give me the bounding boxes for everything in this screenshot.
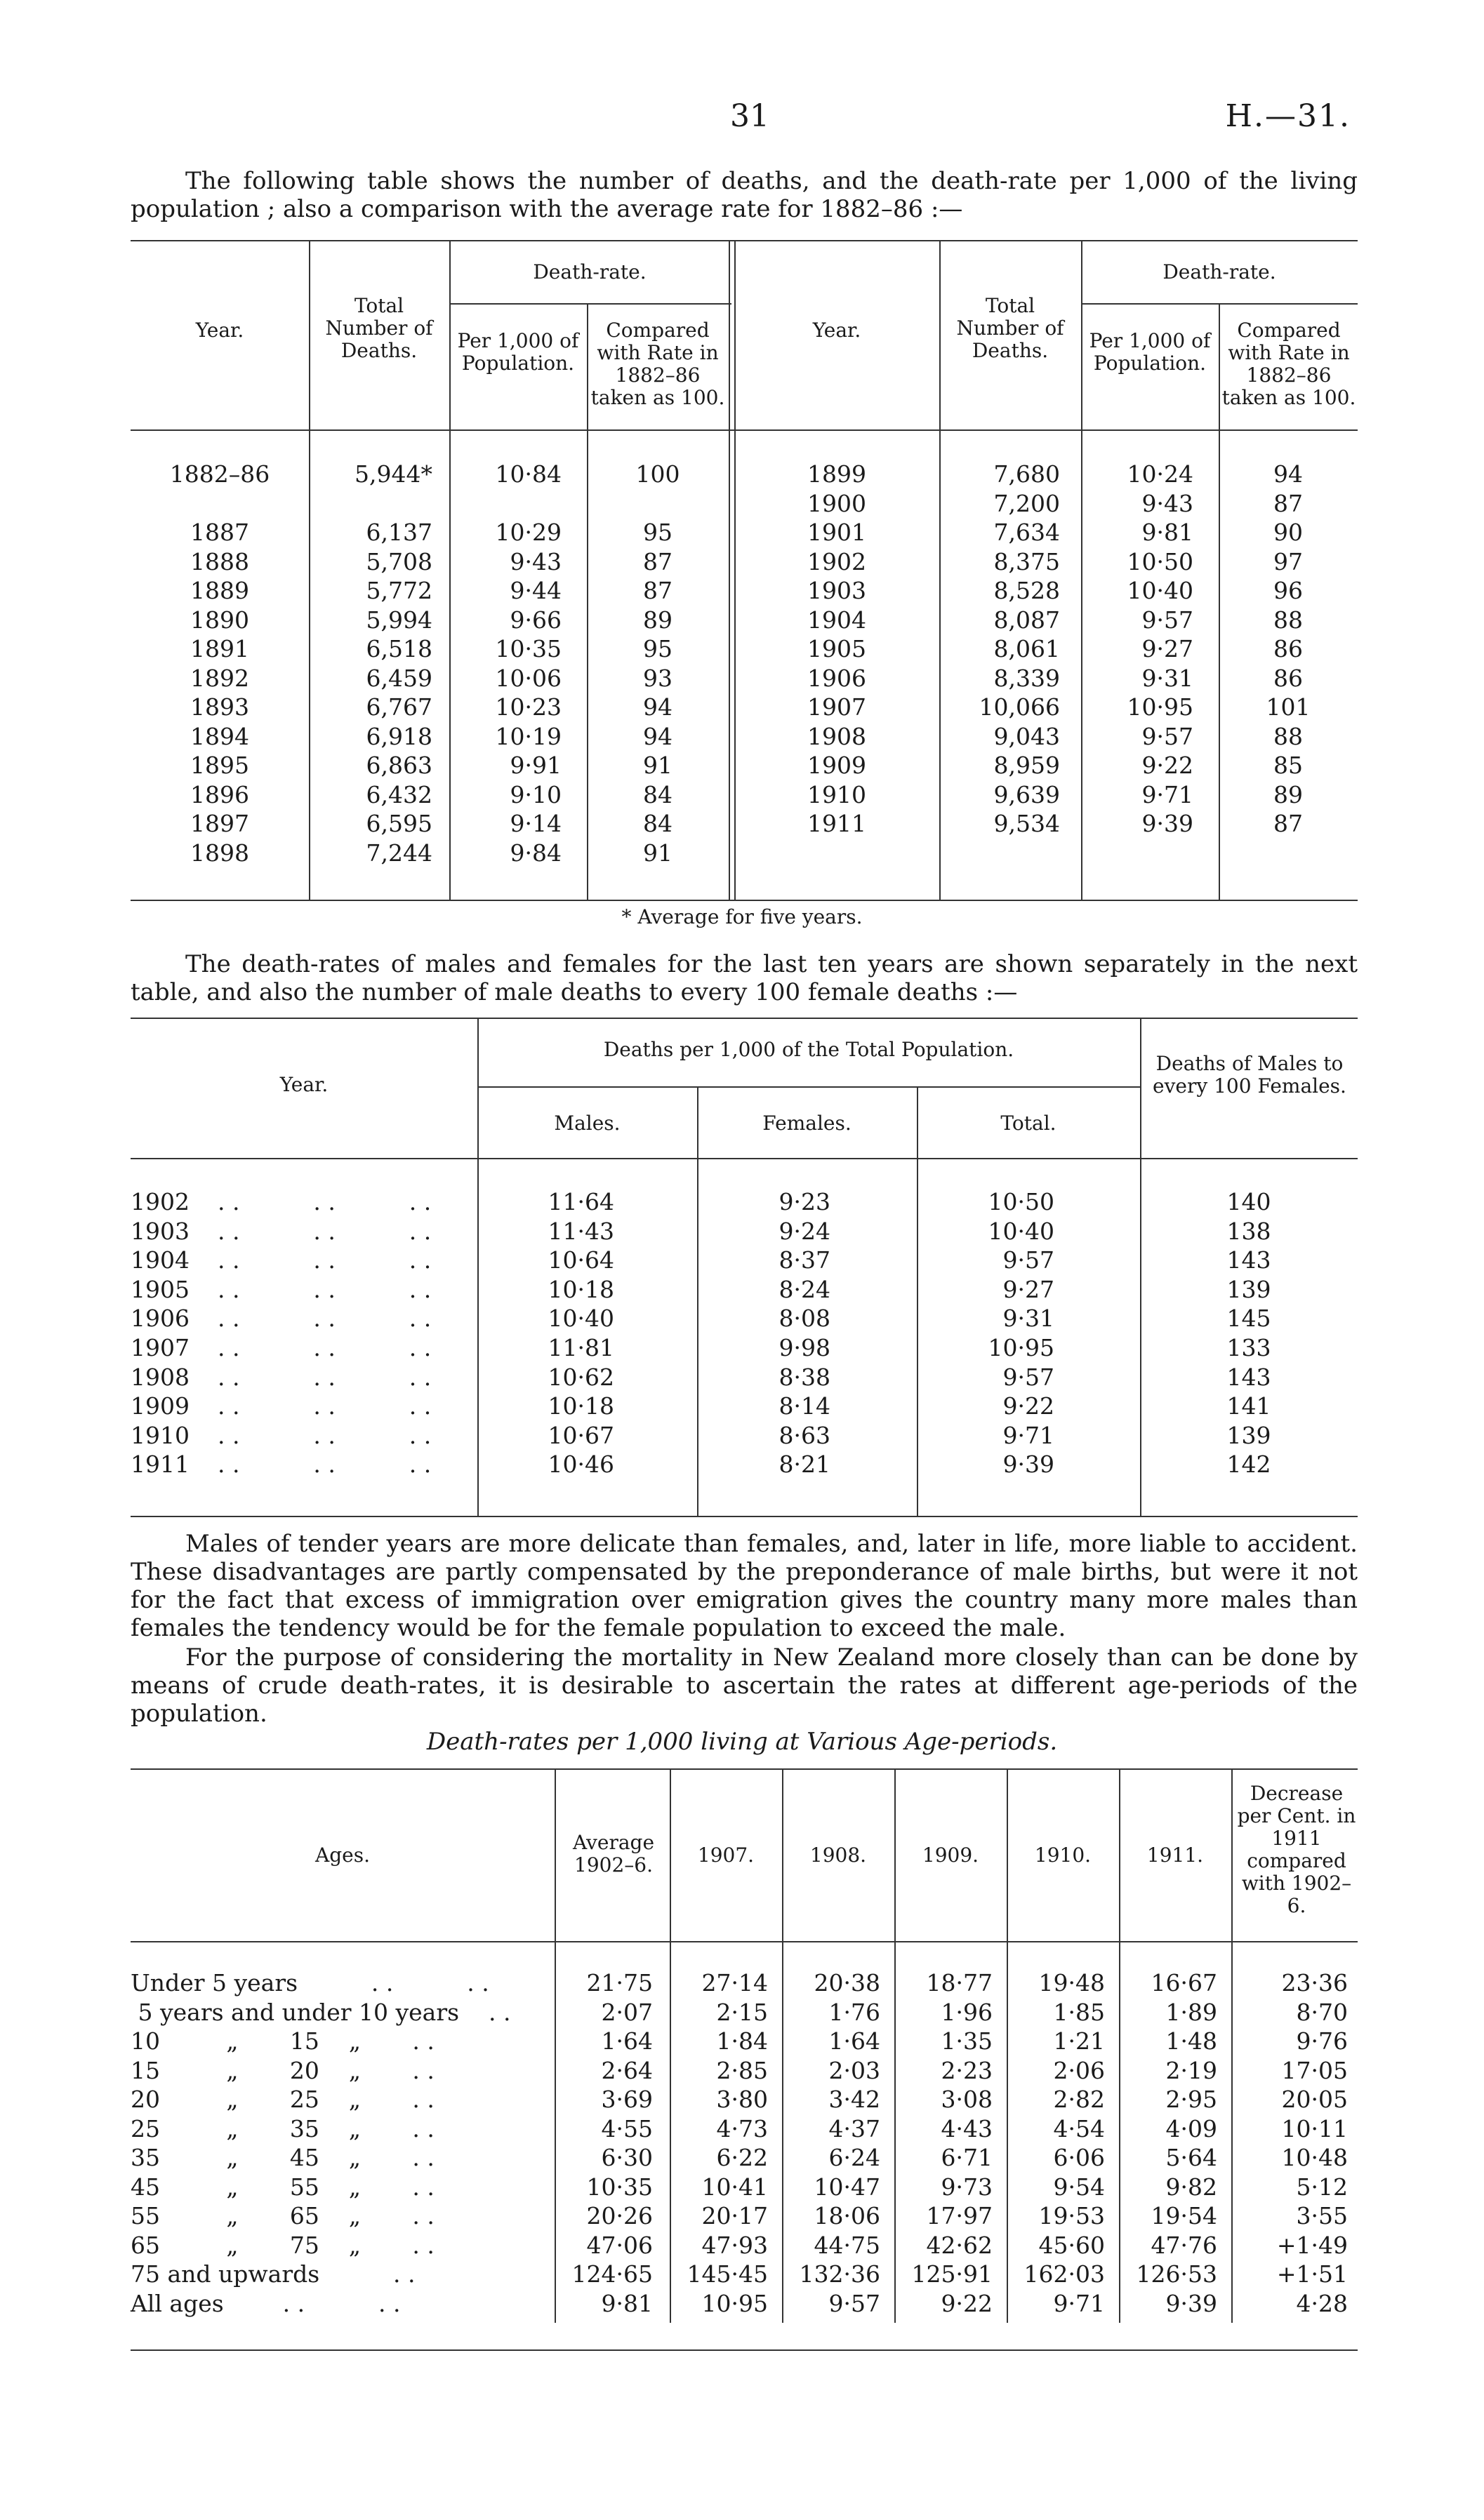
t2-leader: . . . . . .: [218, 1188, 432, 1215]
t1-right-year: 1901: [807, 519, 866, 546]
t3-header-1911: 1911.: [1146, 1844, 1204, 1867]
t1-left-deaths: 6,459: [366, 664, 432, 692]
t2-ratio: 139: [1226, 1275, 1271, 1303]
t1-left-year: 1891: [190, 635, 249, 662]
t1-right-rate: 10·40: [1127, 577, 1193, 604]
t2-males: 10·18: [548, 1392, 614, 1420]
t1-right-year: 1909: [807, 752, 866, 779]
t2-females: 8·21: [779, 1451, 830, 1479]
t1-left-year: 1898: [190, 839, 249, 867]
t3-decrease: 23·36: [1281, 1969, 1348, 1996]
t2-total: 10·95: [988, 1334, 1054, 1361]
paragraph-3: Males of tender years are more delicate than females, and, later in life, more liable to accident. These disadvantages are partly compensated by the preponderance of male births, but were it not for the fact that excess of immigration over emigration gives the country many more males than females the tendency would be for the female population to exceed the male.: [131, 1530, 1358, 1642]
t3-1908: 1·76: [828, 1998, 880, 2026]
t2-leader: . . . . . .: [218, 1363, 432, 1391]
t2-ratio: 141: [1226, 1392, 1271, 1420]
t2-males: 11·43: [548, 1217, 614, 1245]
t2-males: 10·67: [548, 1421, 614, 1449]
t3-1910: 2·06: [1053, 2056, 1105, 2084]
t1-left-rate: 9·91: [510, 752, 562, 779]
t1-right-rate: 10·50: [1127, 547, 1193, 575]
t1-left-deaths: 5,772: [366, 577, 432, 604]
t3-age: 10 „ 15 „ . .: [131, 2027, 435, 2055]
t2-leader: . . . . . .: [218, 1275, 432, 1303]
t1-right-compared: 88: [1273, 722, 1303, 750]
t3-caption: Death-rates per 1,000 living at Various Age-periods.: [426, 1728, 1058, 1756]
t3-decrease: 10·48: [1281, 2144, 1348, 2171]
t2-ratio: 143: [1226, 1246, 1271, 1274]
t2-ratio: 140: [1226, 1188, 1271, 1215]
t1-left-rate: 9·66: [510, 606, 562, 634]
t1-left-year: 1882–86: [169, 460, 270, 488]
t2-females: 8·08: [779, 1305, 830, 1333]
t2-ratio: 133: [1226, 1334, 1271, 1361]
t3-1911: 9·82: [1165, 2173, 1217, 2201]
t2-year: 1911: [131, 1451, 190, 1479]
t1-left-compared: 84: [643, 810, 673, 837]
t2-leader: . . . . . .: [218, 1451, 432, 1479]
t1-left-rate: 9·10: [510, 780, 562, 808]
t1-left-compared: 87: [643, 577, 673, 604]
t3-avg: 47·06: [586, 2231, 653, 2259]
t2-males: 11·81: [548, 1334, 614, 1361]
t3-avg: 3·69: [601, 2086, 653, 2113]
t1-left-deaths: 6,595: [366, 810, 432, 837]
t2-total: 10·50: [988, 1188, 1054, 1215]
t2-total: 9·31: [1002, 1305, 1054, 1333]
t1-right-year: 1899: [807, 460, 866, 488]
t3-age: 45 „ 55 „ . .: [131, 2173, 435, 2201]
t3-decrease: 17·05: [1281, 2056, 1348, 2084]
t1-right-year: 1900: [807, 489, 866, 517]
t3-age: 25 „ 35 „ . .: [131, 2114, 435, 2142]
t3-1910: 4·54: [1053, 2114, 1105, 2142]
t3-1911: 2·19: [1165, 2056, 1217, 2084]
t3-1911: 4·09: [1165, 2114, 1217, 2142]
t1-left-deaths: 6,767: [366, 693, 432, 721]
t1-left-rate: 9·43: [510, 547, 562, 575]
t2-year: 1903: [131, 1217, 190, 1245]
t1-right-deaths: 8,061: [993, 635, 1060, 662]
t1-right-compared: 86: [1273, 664, 1303, 692]
t1-right-year: 1911: [807, 810, 866, 837]
paragraph-4: For the purpose of considering the mortality in New Zealand more closely than can be done by means of crude death-rates, it is desirable to ascertain the rates at different age-periods of the population.: [131, 1644, 1358, 1728]
t3-1909: 125·91: [911, 2260, 993, 2288]
t3-header-1909: 1909.: [922, 1844, 979, 1867]
t1-right-rate: 9·43: [1141, 489, 1193, 517]
t3-decrease: 3·55: [1296, 2202, 1348, 2229]
t3-decrease: 20·05: [1281, 2086, 1348, 2113]
t3-age: Under 5 years . . . .: [131, 1969, 489, 1996]
t3-1909: 9·22: [941, 2289, 993, 2317]
t1-left-rate: 10·84: [495, 460, 562, 488]
t1-right-deaths: 8,375: [993, 547, 1060, 575]
t1-header-per1000: Per 1,000 of Population.: [457, 329, 579, 375]
t3-1909: 17·97: [926, 2202, 993, 2229]
t2-males: 10·40: [548, 1305, 614, 1333]
t3-avg: 21·75: [586, 1969, 653, 1996]
t1-right-compared: 86: [1273, 635, 1303, 662]
t3-1910: 9·71: [1053, 2289, 1105, 2317]
t2-leader: . . . . . .: [218, 1392, 432, 1420]
t3-avg: 1·64: [601, 2027, 653, 2055]
t1-header-per1000-right: Per 1,000 of Population.: [1089, 329, 1211, 375]
t1-header-compared: Compared with Rate in 1882–86 taken as 100.: [590, 319, 725, 409]
t2-females: 8·14: [779, 1392, 830, 1420]
t3-1907: 47·93: [701, 2231, 768, 2259]
t3-header-avg: Average 1902–6.: [572, 1831, 655, 1876]
t1-header-year-right: Year.: [812, 319, 861, 342]
t2-total: 9·39: [1002, 1451, 1054, 1479]
t3-1907: 27·14: [701, 1969, 768, 1996]
t1-left-year: 1890: [190, 606, 249, 634]
t1-left-rate: 9·14: [510, 810, 562, 837]
t1-left-compared: 89: [643, 606, 673, 634]
t2-leader: . . . . . .: [218, 1334, 432, 1361]
t3-1911: 1·48: [1165, 2027, 1217, 2055]
t1-left-deaths: 5,994: [366, 606, 432, 634]
t3-1909: 3·08: [941, 2086, 993, 2113]
t3-1909: 18·77: [926, 1969, 993, 1996]
t1-right-compared: 87: [1273, 489, 1303, 517]
t1-footnote: * Average for five years.: [621, 905, 863, 928]
t1-right-rate: 9·71: [1141, 780, 1193, 808]
t3-1910: 1·85: [1053, 1998, 1105, 2026]
t2-ratio: 139: [1226, 1421, 1271, 1449]
t2-year: 1909: [131, 1392, 190, 1420]
t1-left-deaths: 6,137: [366, 519, 432, 546]
t2-header-females: Females.: [762, 1112, 852, 1135]
t1-left-rate: 10·35: [495, 635, 562, 662]
t2-header-deaths-per-1000: Deaths per 1,000 of the Total Population.: [603, 1038, 1014, 1061]
t1-left-rate: 9·44: [510, 577, 562, 604]
t3-header-1910: 1910.: [1034, 1844, 1092, 1867]
t2-males: 10·18: [548, 1275, 614, 1303]
t3-avg: 124·65: [571, 2260, 653, 2288]
t1-header-compared-right: Compared with Rate in 1882–86 taken as 100.: [1221, 319, 1356, 409]
t3-1908: 44·75: [814, 2231, 880, 2259]
t1-left-year: 1894: [190, 722, 249, 750]
t3-1908: 10·47: [814, 2173, 880, 2201]
t2-females: 8·37: [779, 1246, 830, 1274]
t3-decrease: 4·28: [1296, 2289, 1348, 2317]
t1-right-year: 1906: [807, 664, 866, 692]
t1-right-compared: 87: [1273, 810, 1303, 837]
t3-avg: 2·64: [601, 2056, 653, 2084]
t3-age: 35 „ 45 „ . .: [131, 2144, 435, 2171]
t2-year: 1908: [131, 1363, 190, 1391]
t3-avg: 20·26: [586, 2202, 653, 2229]
t1-right-compared: 94: [1273, 460, 1303, 488]
t3-age: 15 „ 20 „ . .: [131, 2056, 435, 2084]
t3-decrease: +1·49: [1276, 2231, 1348, 2259]
t1-right-deaths: 9,043: [993, 722, 1060, 750]
t3-age: 75 and upwards . .: [131, 2260, 416, 2288]
t2-females: 9·24: [779, 1217, 830, 1245]
t3-avg: 9·81: [601, 2289, 653, 2317]
t3-1910: 9·54: [1053, 2173, 1105, 2201]
t1-left-compared: 91: [643, 752, 673, 779]
t3-avg: 4·55: [601, 2114, 653, 2142]
t2-females: 8·24: [779, 1275, 830, 1303]
t3-1908: 6·24: [828, 2144, 880, 2171]
t1-right-deaths: 8,528: [993, 577, 1060, 604]
t1-right-rate: 9·27: [1141, 635, 1193, 662]
t1-right-rate: 9·22: [1141, 752, 1193, 779]
t1-left-compared: 93: [643, 664, 673, 692]
t1-right-compared: 101: [1266, 693, 1311, 721]
t3-1907: 10·41: [701, 2173, 768, 2201]
t1-right-compared: 89: [1273, 780, 1303, 808]
t3-1911: 19·54: [1151, 2202, 1217, 2229]
t3-1910: 19·53: [1038, 2202, 1105, 2229]
t3-avg: 6·30: [601, 2144, 653, 2171]
t2-leader: . . . . . .: [218, 1217, 432, 1245]
t3-1908: 3·42: [828, 2086, 880, 2113]
t1-right-deaths: 9,639: [993, 780, 1060, 808]
t1-left-compared: 100: [635, 460, 680, 488]
t2-year: 1906: [131, 1305, 190, 1333]
t3-header-1908: 1908.: [809, 1844, 867, 1867]
t1-left-compared: 84: [643, 780, 673, 808]
t3-avg: 10·35: [586, 2173, 653, 2201]
t1-header-death-rate-right: Death-rate.: [1162, 260, 1276, 284]
t3-1909: 2·23: [941, 2056, 993, 2084]
t1-left-year: 1888: [190, 547, 249, 575]
t3-1908: 132·36: [799, 2260, 880, 2288]
t3-1910: 19·48: [1038, 1969, 1105, 1996]
t2-total: 9·71: [1002, 1421, 1054, 1449]
t1-left-deaths: 7,244: [366, 839, 432, 867]
t3-1907: 2·85: [716, 2056, 768, 2084]
intro-paragraph-2: The death-rates of males and females for the last ten years are shown separately in the next table, and also the number of male deaths to every 100 female deaths :—: [131, 950, 1358, 1006]
t1-right-rate: 10·24: [1127, 460, 1193, 488]
t3-1909: 9·73: [941, 2173, 993, 2201]
t1-left-rate: 10·23: [495, 693, 562, 721]
t3-age: 55 „ 65 „ . .: [131, 2202, 435, 2229]
t3-age: 5 years and under 10 years . .: [131, 1998, 511, 2026]
t2-leader: . . . . . .: [218, 1421, 432, 1449]
t2-leader: . . . . . .: [218, 1246, 432, 1274]
t1-left-rate: 10·19: [495, 722, 562, 750]
t3-1907: 1·84: [716, 2027, 768, 2055]
t2-males: 10·46: [548, 1451, 614, 1479]
t2-year: 1904: [131, 1246, 190, 1274]
t2-total: 9·57: [1002, 1363, 1054, 1391]
t2-females: 9·98: [779, 1334, 830, 1361]
t3-age: All ages . . . .: [131, 2289, 401, 2317]
t1-right-rate: 9·57: [1141, 722, 1193, 750]
t2-females: 8·63: [779, 1421, 830, 1449]
t1-right-deaths: 8,959: [993, 752, 1060, 779]
t1-left-deaths: 6,518: [366, 635, 432, 662]
t3-1911: 47·76: [1151, 2231, 1217, 2259]
t2-ratio: 142: [1226, 1451, 1271, 1479]
t3-1908: 18·06: [814, 2202, 880, 2229]
t1-right-deaths: 8,087: [993, 606, 1060, 634]
t2-total: 10·40: [988, 1217, 1054, 1245]
t1-right-rate: 9·39: [1141, 810, 1193, 837]
t2-females: 9·23: [779, 1188, 830, 1215]
t1-left-year: 1887: [190, 519, 249, 546]
t2-ratio: 138: [1226, 1217, 1271, 1245]
t1-left-compared: 91: [643, 839, 673, 867]
t1-left-deaths: 6,918: [366, 722, 432, 750]
t1-left-compared: 87: [643, 547, 673, 575]
t1-left-rate: 9·84: [510, 839, 562, 867]
t1-right-rate: 10·95: [1127, 693, 1193, 721]
t1-left-year: 1892: [190, 664, 249, 692]
t2-males: 11·64: [548, 1188, 614, 1215]
t1-right-year: 1902: [807, 547, 866, 575]
t1-left-compared: 95: [643, 519, 673, 546]
t2-ratio: 145: [1226, 1305, 1271, 1333]
t1-right-rate: 9·81: [1141, 519, 1193, 546]
t2-males: 10·64: [548, 1246, 614, 1274]
t1-left-deaths: 5,708: [366, 547, 432, 575]
t3-age: 65 „ 75 „ . .: [131, 2231, 435, 2259]
page-number: 31: [730, 98, 769, 134]
t1-right-compared: 85: [1273, 752, 1303, 779]
t3-avg: 2·07: [601, 1998, 653, 2026]
t2-ratio: 143: [1226, 1363, 1271, 1391]
t3-decrease: 10·11: [1281, 2114, 1348, 2142]
t1-left-compared: 95: [643, 635, 673, 662]
t3-1911: 1·89: [1165, 1998, 1217, 2026]
t1-left-year: 1896: [190, 780, 249, 808]
t3-1908: 4·37: [828, 2114, 880, 2142]
t3-1910: 45·60: [1038, 2231, 1105, 2259]
t2-year: 1902: [131, 1188, 190, 1215]
t3-1908: 1·64: [828, 2027, 880, 2055]
t1-right-year: 1905: [807, 635, 866, 662]
t1-left-compared: 94: [643, 693, 673, 721]
t1-left-rate: 10·06: [495, 664, 562, 692]
t1-left-year: 1895: [190, 752, 249, 779]
t3-1911: 126·53: [1136, 2260, 1217, 2288]
t1-left-year: 1889: [190, 577, 249, 604]
t1-right-deaths: 7,634: [993, 519, 1060, 546]
t3-1911: 5·64: [1165, 2144, 1217, 2171]
t3-1911: 2·95: [1165, 2086, 1217, 2113]
t1-right-year: 1903: [807, 577, 866, 604]
t3-header-ages: Ages.: [315, 1844, 370, 1867]
t2-year: 1910: [131, 1421, 190, 1449]
t1-header-year: Year.: [195, 319, 244, 342]
t1-left-deaths: 6,432: [366, 780, 432, 808]
t1-left-deaths: 6,863: [366, 752, 432, 779]
t2-total: 9·27: [1002, 1275, 1054, 1303]
t2-header-total: Total.: [1000, 1112, 1056, 1135]
t3-decrease: +1·51: [1276, 2260, 1348, 2288]
t2-year: 1905: [131, 1275, 190, 1303]
t3-header-1907: 1907.: [697, 1844, 755, 1867]
t1-left-year: 1893: [190, 693, 249, 721]
t1-right-compared: 96: [1273, 577, 1303, 604]
t2-header-ratio: Deaths of Males to every 100 Females.: [1153, 1052, 1346, 1098]
t2-total: 9·57: [1002, 1246, 1054, 1274]
t1-right-deaths: 8,339: [993, 664, 1060, 692]
t3-1909: 42·62: [926, 2231, 993, 2259]
t2-leader: . . . . . .: [218, 1305, 432, 1333]
t1-right-compared: 97: [1273, 547, 1303, 575]
t1-right-year: 1910: [807, 780, 866, 808]
t3-1910: 2·82: [1053, 2086, 1105, 2113]
t3-1908: 20·38: [814, 1969, 880, 1996]
t3-1907: 3·80: [716, 2086, 768, 2113]
t3-1910: 162·03: [1023, 2260, 1105, 2288]
t3-1911: 16·67: [1151, 1969, 1217, 1996]
t3-decrease: 5·12: [1296, 2173, 1348, 2201]
t1-left-compared: 94: [643, 722, 673, 750]
t1-right-compared: 90: [1273, 519, 1303, 546]
t2-total: 9·22: [1002, 1392, 1054, 1420]
t1-right-compared: 88: [1273, 606, 1303, 634]
t2-males: 10·62: [548, 1363, 614, 1391]
t1-right-year: 1904: [807, 606, 866, 634]
t3-decrease: 9·76: [1296, 2027, 1348, 2055]
t3-1910: 6·06: [1053, 2144, 1105, 2171]
t2-header-males: Males.: [554, 1112, 621, 1135]
t1-right-deaths: 9,534: [993, 810, 1060, 837]
t3-1909: 1·96: [941, 1998, 993, 2026]
t3-1907: 6·22: [716, 2144, 768, 2171]
t3-1907: 145·45: [687, 2260, 768, 2288]
t1-header-total-right: Total Number of Deaths.: [956, 294, 1064, 362]
t3-1907: 20·17: [701, 2202, 768, 2229]
t1-right-deaths: 10,066: [979, 693, 1060, 721]
t1-header-total: Total Number of Deaths.: [325, 294, 433, 362]
t1-right-deaths: 7,200: [993, 489, 1060, 517]
t3-1911: 9·39: [1165, 2289, 1217, 2317]
t2-females: 8·38: [779, 1363, 830, 1391]
t3-header-decrease: Decrease per Cent. in 1911 compared with 1902–6.: [1237, 1782, 1356, 1917]
t1-right-year: 1907: [807, 693, 866, 721]
t1-right-rate: 9·31: [1141, 664, 1193, 692]
t3-1907: 10·95: [701, 2289, 768, 2317]
t2-year: 1907: [131, 1334, 190, 1361]
t3-1909: 1·35: [941, 2027, 993, 2055]
page-reference: H.—31.: [1225, 98, 1351, 134]
t3-1910: 1·21: [1053, 2027, 1105, 2055]
t1-header-death-rate: Death-rate.: [533, 260, 647, 284]
t1-left-deaths: 5,944*: [355, 460, 432, 488]
t3-decrease: 8·70: [1296, 1998, 1348, 2026]
t1-left-rate: 10·29: [495, 519, 562, 546]
t1-left-year: 1897: [190, 810, 249, 837]
t3-1908: 9·57: [828, 2289, 880, 2317]
intro-paragraph-1: The following table shows the number of deaths, and the death-rate per 1,000 of the living population ; also a comparison with the average rate for 1882–86 :—: [131, 167, 1358, 223]
t1-right-rate: 9·57: [1141, 606, 1193, 634]
t1-right-year: 1908: [807, 722, 866, 750]
t3-1907: 4·73: [716, 2114, 768, 2142]
t3-age: 20 „ 25 „ . .: [131, 2086, 435, 2113]
t3-1907: 2·15: [716, 1998, 768, 2026]
t3-1909: 4·43: [941, 2114, 993, 2142]
t1-right-deaths: 7,680: [993, 460, 1060, 488]
t3-1909: 6·71: [941, 2144, 993, 2171]
t3-1908: 2·03: [828, 2056, 880, 2084]
t2-header-year: Year.: [279, 1073, 329, 1096]
